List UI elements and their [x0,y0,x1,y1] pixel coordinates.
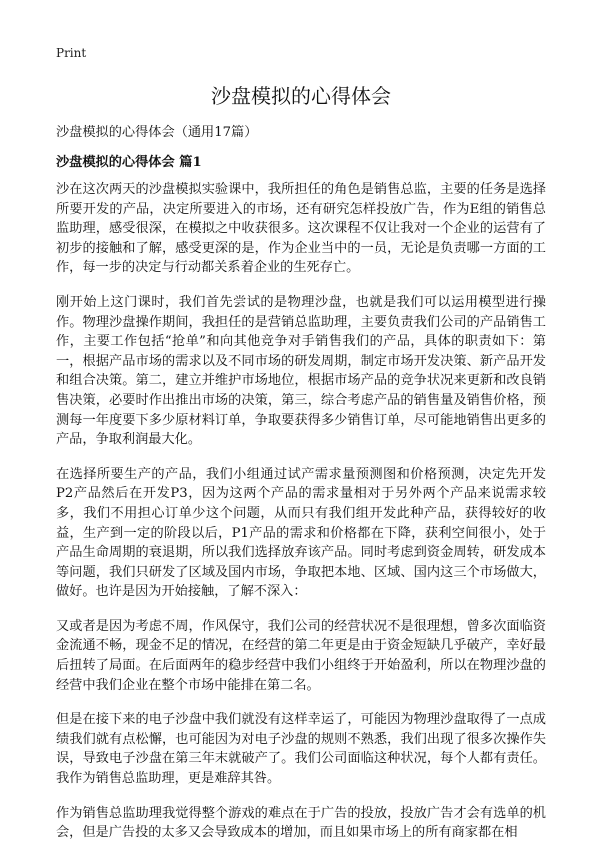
document-title: 沙盘模拟的心得体会 [211,84,391,108]
body-text [56,180,546,858]
paragraph-6: 作为销售总监助理我觉得整个游戏的难点在于广告的投放，投放广告才会有选单的机会，但是广告投的太多又会导致成本的增加，而且如果市场上的所有商家都在相 [56,805,546,841]
document-subtitle: 沙盘模拟的心得体会（通用17篇） [56,125,258,140]
paragraph-3: 在选择所要生产的产品，我们小组通过试产需求量预测图和价格预测，决定先开发P2产品然后在开发P3，因为这两个产品的需求量相对于另外两个产品来说需求较多，我们不用担心订单少这个问题，从而只有我们组开发此种产品，获得较好的收益，生产到一定的阶段以后，P1产品的需求和价格都在下降，获利空间很小，处于产品生命周期的衰退期，所以我们选择放弃该产品。同时考虑到资金周转，研发成本等问题，我们只研发了区域及国内市场，争取把本地、区域、国内这三个市场做大，做好。也许是因为开始接触，了解不深入： [56,466,546,600]
document-page [56,0,546,841]
paragraph-4: 又或者是因为考虑不周，作风保守，我们公司的经营状况不是很理想，曾多次面临资金流通不畅，现金不足的情况，在经营的第二年更是由于资金短缺几乎破产，幸好最后扭转了局面。在后面两年的稳步经营中我们小组终于开始盈利，所以在物理沙盘的经营中我们企业在整个市场中能排在第二名。 [56,618,546,693]
paragraph-5: 但是在接下来的电子沙盘中我们就没有这样幸运了，可能因为物理沙盘取得了一点成绩我们就有点松懈，也可能因为对电子沙盘的规则不熟悉，我们出现了很多次操作失误，导致电子沙盘在第三年末就破产了。我们公司面临这种状况，每个人都有责任。我作为销售总监助理，更是难辞其咎。 [56,712,546,787]
paragraph-1: 沙在这次两天的沙盘模拟实验课中，我所担任的角色是销售总监，主要的任务是选择所要开发的产品，决定所要进入的市场，还有研究怎样投放广告，作为E组的销售总监助理，感受很深，在模拟之中收获很多。这次课程不仅让我对一个企业的运营有了初步的接触和了解，感受更深的是，作为企业当中的一员，无论是负责哪一方面的工作，每一步的决定与行动都关系着企业的生死存亡。 [56,182,546,276]
section-heading: 沙盘模拟的心得体会 篇1 [56,155,202,170]
print-label: Print [56,46,87,60]
paragraph-2: 刚开始上这门课时，我们首先尝试的是物理沙盘，也就是我们可以运用模型进行操作。物理沙盘操作期间，我担任的是营销总监助理，主要负责我们公司的产品销售工作，主要工作包括“抢单”和向其他竞争对手销售我们的产品，具体的职责如下：第一，根据产品市场的需求以及不同市场的研发周期，制定市场开发决策、新产品开发和组合决策。第二，建立并维护市场地位，根据市场产品的竞争状况来更新和改良销售决策，必要时作出推出市场的决策，第三，综合考虑产品的销售量及销售价格，预测每一年度要下多少原材料订单，争取要获得多少销售订单，尽可能地销售出更多的产品，争取利润最大化。 [56,294,546,448]
